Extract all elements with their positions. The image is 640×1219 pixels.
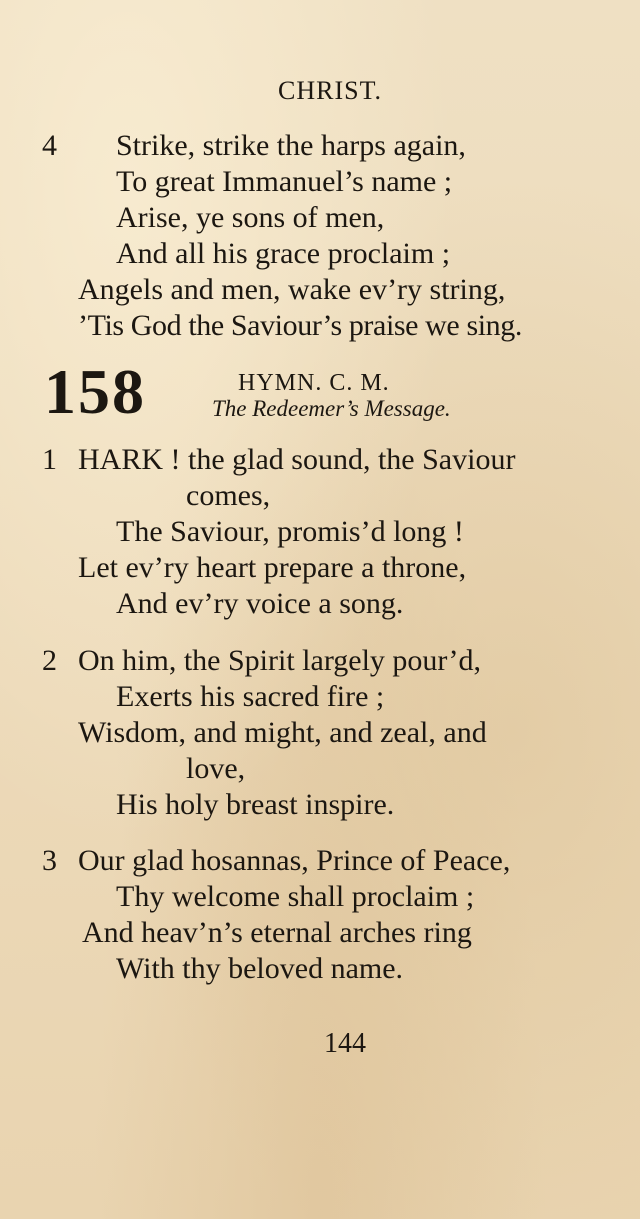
verse-line: With thy beloved name.: [116, 952, 404, 985]
verse-line: Thy welcome shall proclaim ;: [116, 880, 475, 913]
verse-line: comes,: [186, 479, 271, 512]
verse-line: ’Tis God the Saviour’s praise we sing.: [78, 309, 522, 342]
stanza-number: 4: [42, 129, 57, 162]
hymn-meter: HYMN. C. M.: [238, 370, 390, 396]
verse-line: Let ev’ry heart prepare a throne,: [78, 551, 467, 584]
hymn-subtitle: The Redeemer’s Message.: [212, 396, 451, 421]
stanza-number: 2: [42, 644, 57, 677]
verse-line: Our glad hosannas, Prince of Peace,: [78, 844, 511, 877]
verse-line: The Saviour, promis’d long !: [116, 515, 464, 548]
verse-line: To great Immanuel’s name ;: [116, 165, 453, 198]
verse-line: love,: [186, 752, 246, 785]
stanza-number: 3: [42, 844, 57, 877]
verse-line: And ev’ry voice a song.: [116, 587, 404, 620]
stanza-number: 1: [42, 443, 57, 476]
verse-line: Strike, strike the harps again,: [116, 129, 466, 162]
verse-line: And heav’n’s eternal arches ring: [82, 916, 472, 949]
verse-line: Wisdom, and might, and zeal, and: [78, 716, 487, 749]
running-header: CHRIST.: [277, 76, 383, 105]
verse-line: On him, the Spirit largely pour’d,: [78, 644, 482, 677]
hymn-number: 158: [44, 356, 146, 427]
verse-line: Arise, ye sons of men,: [116, 201, 385, 234]
verse-line: Exerts his sacred fire ;: [116, 680, 385, 713]
verse-line: HARK ! the glad sound, the Saviour: [78, 443, 516, 476]
page-number: 144: [324, 1028, 366, 1059]
verse-line: Angels and men, wake ev’ry string,: [78, 273, 506, 306]
verse-line: His holy breast inspire.: [116, 788, 395, 821]
verse-line: And all his grace proclaim ;: [116, 237, 451, 270]
